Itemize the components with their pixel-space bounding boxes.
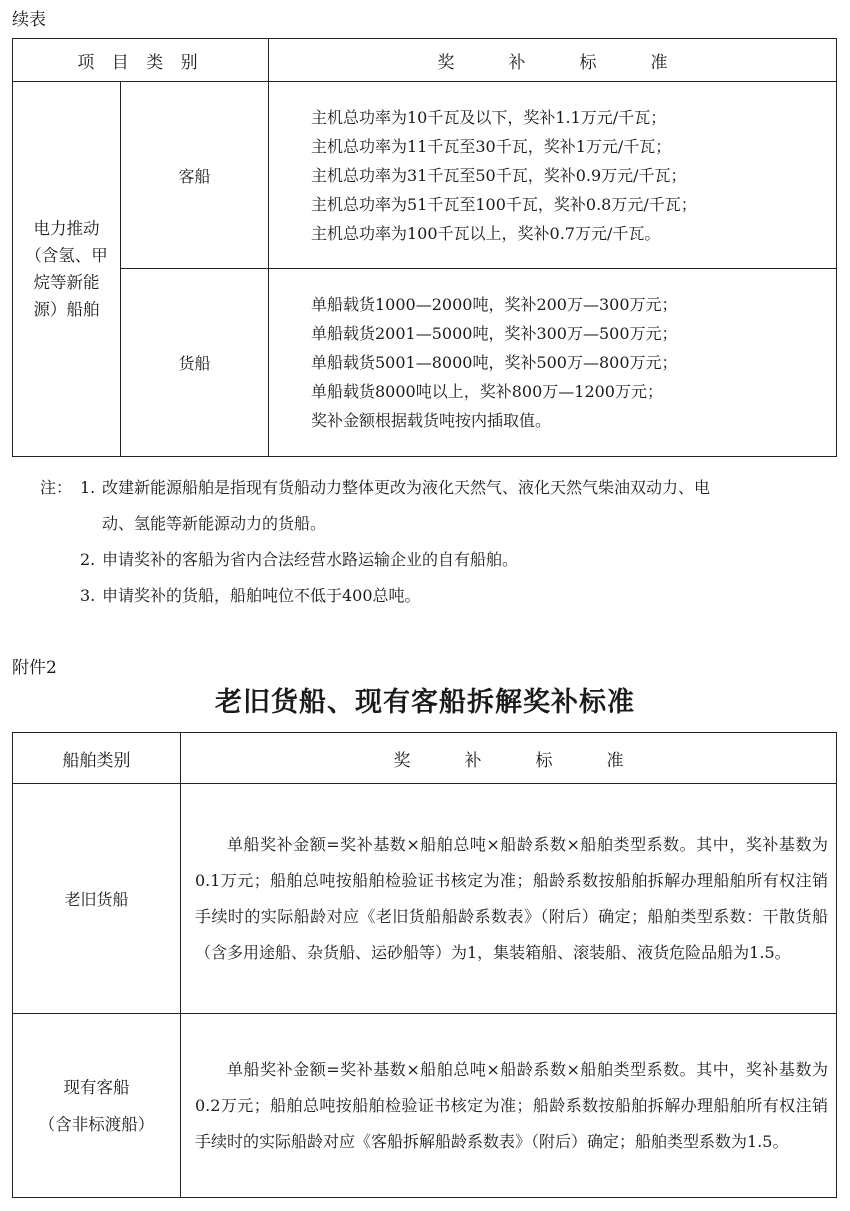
table-row bbox=[13, 269, 837, 457]
subsidy-table-continued bbox=[12, 38, 837, 457]
table-header-row bbox=[13, 39, 837, 82]
header-ship-category: 船舶类别 bbox=[13, 733, 181, 784]
ship-type-passenger: 客船 bbox=[121, 82, 269, 269]
annex-label: 附件2 bbox=[12, 658, 57, 678]
header-standard: 奖 补 标 准 bbox=[269, 39, 837, 82]
note-3: 3. 申请奖补的货船，船舶吨位不低于400总吨。 bbox=[80, 586, 421, 605]
table-row bbox=[13, 784, 837, 1014]
ship-type-old-cargo: 老旧货船 bbox=[13, 784, 181, 1014]
standard-cargo: 单船载货1000—2000吨，奖补200万—300万元； 单船载货2001—5000吨，奖补300万—500万元； 单船载货5001—8000吨，奖补500万—800万元； 单船载货8000吨以上，奖补800万—1200万元； 奖补金额根据载货吨按内插取值。 bbox=[269, 269, 837, 457]
notes-prefix: 注： bbox=[40, 478, 73, 497]
ship-type-existing-passenger: 现有客船 （含非标渡船） bbox=[13, 1014, 181, 1198]
note-1-continued: 动、氢能等新能源动力的货船。 bbox=[102, 514, 327, 533]
notes bbox=[40, 470, 830, 614]
standard-existing-passenger: 单船奖补金额=奖补基数×船舶总吨×船龄系数×船舶类型系数。其中，奖补基数为0.2万元；船舶总吨按船舶检验证书核定为准；船龄系数按船舶拆解办理船舶所有权注销手续时的实际船龄对应《客船拆解船龄系数表》（附后）确定；船舶类型系数为1.5。 bbox=[181, 1014, 837, 1198]
standard-passenger: 主机总功率为10千瓦及以下，奖补1.1万元/千瓦； 主机总功率为11千瓦至30千瓦，奖补1万元/千瓦； 主机总功率为31千瓦至50千瓦，奖补0.9万元/千瓦； 主机总功率为51千瓦至100千瓦，奖补0.8万元/千瓦； 主机总功率为100千瓦以上，奖补0.7万元/千瓦。 bbox=[269, 82, 837, 269]
table-row bbox=[13, 1014, 837, 1198]
standard-old-cargo: 单船奖补金额=奖补基数×船舶总吨×船龄系数×船舶类型系数。其中，奖补基数为0.1万元；船舶总吨按船舶检验证书核定为准；船龄系数按船舶拆解办理船舶所有权注销手续时的实际船龄对应《老旧货船船龄系数表》（附后）确定；船舶类型系数：干散货船（含多用途船、杂货船、运砂船等）为1，集装箱船、滚装船、液货危险品船为1.5。 bbox=[181, 784, 837, 1014]
page-title: 老旧货船、现有客船拆解奖补标准 bbox=[215, 687, 635, 718]
ship-type-cargo: 货船 bbox=[121, 269, 269, 457]
header-category: 项 目 类 别 bbox=[13, 39, 269, 82]
category-electric-ships: 电力推动 （含氢、甲 烷等新能 源）船舶 bbox=[13, 82, 121, 457]
note-2: 2. 申请奖补的客船为省内合法经营水路运输企业的自有船舶。 bbox=[80, 550, 519, 569]
table-header-row bbox=[13, 733, 837, 784]
table-row bbox=[13, 82, 837, 269]
header-standard: 奖 补 标 准 bbox=[181, 733, 837, 784]
note-1: 注： 1. 改建新能源船舶是指现有货船动力整体更改为液化天然气、液化天然气柴油双动力、电 bbox=[40, 470, 830, 506]
dismantling-subsidy-table bbox=[12, 732, 837, 1198]
continued-label: 续表 bbox=[12, 10, 46, 30]
